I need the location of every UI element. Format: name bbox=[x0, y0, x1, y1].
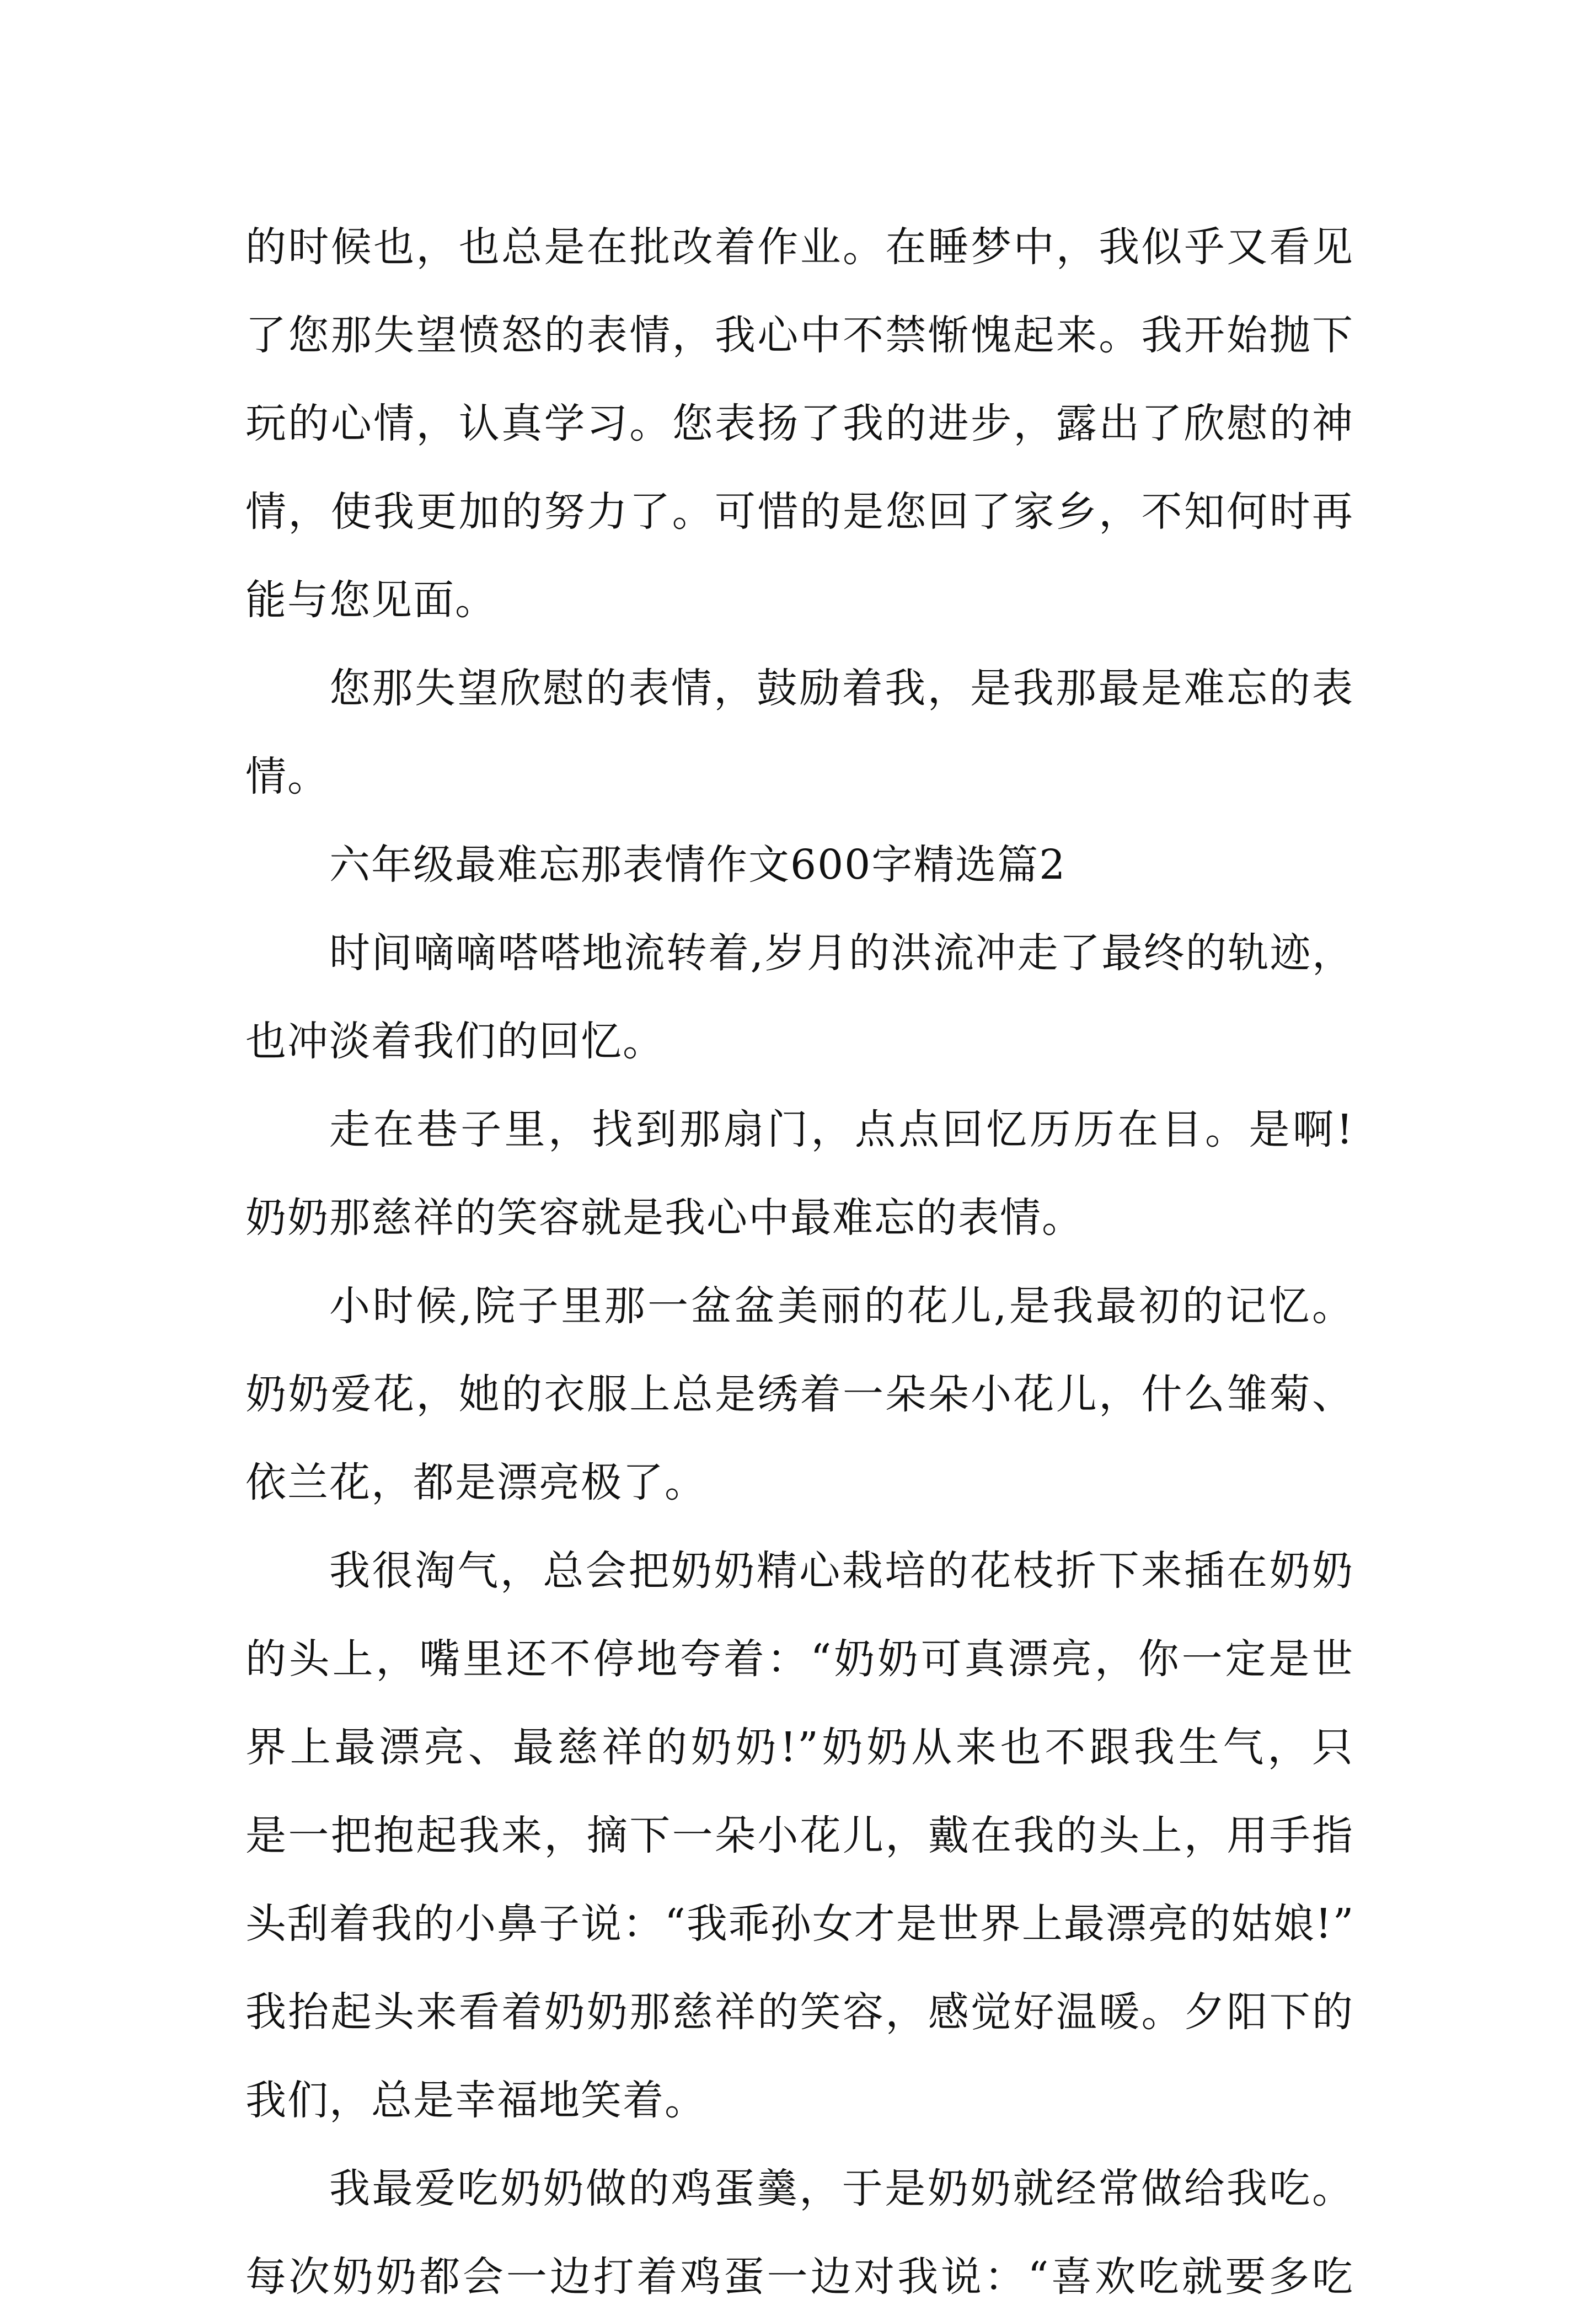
document-body bbox=[245, 203, 1354, 2321]
text-line: 情。 bbox=[245, 753, 329, 800]
text-line: 的时候也，也总是在批改着作业。在睡梦中，我似乎又看见 bbox=[245, 223, 1354, 271]
text-line: 小时候,院子里那一盆盆美丽的花儿,是我最初的记忆。 bbox=[329, 1282, 1354, 1330]
text-line: 走在巷子里，找到那扇门，点点回忆历历在目。是啊! bbox=[329, 1106, 1354, 1153]
text-line: 了您那失望愤怒的表情，我心中不禁惭愧起来。我开始抛下 bbox=[245, 312, 1354, 359]
section-heading: 六年级最难忘那表情作文600字精选篇2 bbox=[329, 841, 1067, 889]
text-line: 我最爱吃奶奶做的鸡蛋羹，于是奶奶就经常做给我吃。 bbox=[329, 2165, 1354, 2212]
text-line: 头刮着我的小鼻子说：“我乖孙女才是世界上最漂亮的姑娘!” bbox=[245, 1900, 1355, 1948]
text-line: 我抬起头来看着奶奶那慈祥的笑容，感觉好温暖。夕阳下的 bbox=[245, 1988, 1354, 2036]
text-line: 时间嘀嘀嗒嗒地流转着,岁月的洪流冲走了最终的轨迹， bbox=[329, 929, 1354, 977]
text-line: 每次奶奶都会一边打着鸡蛋一边对我说：“喜欢吃就要多吃 bbox=[245, 2253, 1354, 2301]
text-line: 奶奶那慈祥的笑容就是我心中最难忘的表情。 bbox=[245, 1194, 1084, 1242]
text-line: 也冲淡着我们的回忆。 bbox=[245, 1018, 665, 1065]
text-line: 能与您见面。 bbox=[245, 576, 497, 624]
text-line: 的头上，嘴里还不停地夸着：“奶奶可真漂亮，你一定是世 bbox=[245, 1635, 1354, 1683]
text-line: 我们，总是幸福地笑着。 bbox=[245, 2077, 706, 2124]
text-line: 我很淘气，总会把奶奶精心栽培的花枝折下来插在奶奶 bbox=[329, 1547, 1354, 1595]
text-line: 依兰花，都是漂亮极了。 bbox=[245, 1459, 706, 1506]
text-line: 玩的心情，认真学习。您表扬了我的进步，露出了欣慰的神 bbox=[245, 400, 1354, 447]
text-line: 情，使我更加的努力了。可惜的是您回了家乡，不知何时再 bbox=[245, 488, 1354, 536]
text-line: 您那失望欣慰的表情，鼓励着我，是我那最是难忘的表 bbox=[329, 665, 1354, 712]
text-line: 奶奶爱花，她的衣服上总是绣着一朵朵小花儿，什么雏菊、 bbox=[245, 1371, 1354, 1418]
text-line: 界上最漂亮、最慈祥的奶奶!”奶奶从来也不跟我生气，只 bbox=[245, 1724, 1354, 1771]
text-line: 是一把抱起我来，摘下一朵小花儿，戴在我的头上，用手指 bbox=[245, 1812, 1354, 1859]
